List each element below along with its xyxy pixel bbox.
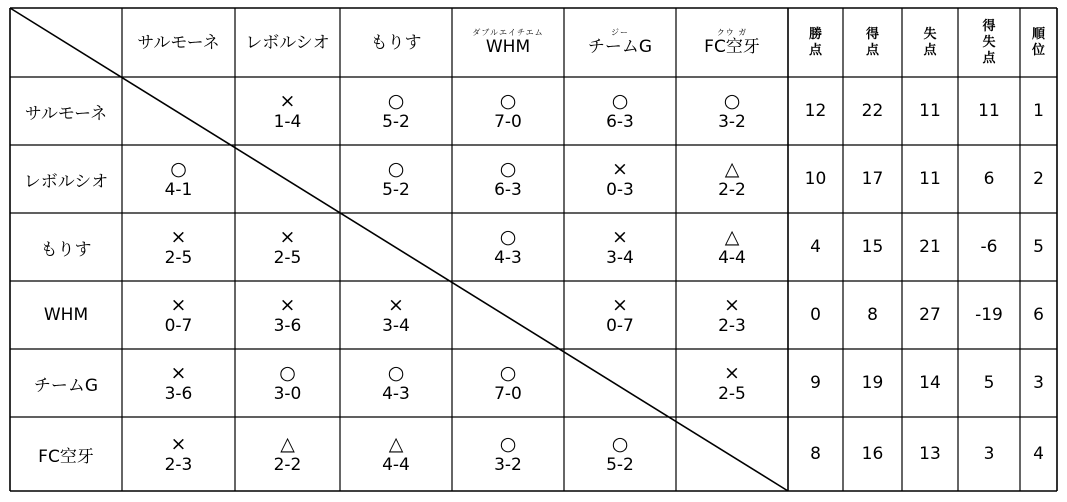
- result-mark: ○: [387, 89, 405, 112]
- stat-header-char: 点: [923, 42, 937, 58]
- result-mark: △: [724, 225, 740, 248]
- header-ruby: ジー: [611, 28, 629, 37]
- stat-value: 3: [1033, 373, 1044, 393]
- stat-header-char: 点: [982, 50, 996, 66]
- header-team-name: チームG: [587, 37, 653, 57]
- result-mark: ○: [499, 89, 517, 112]
- stat-header-char: 点: [808, 42, 822, 58]
- result-mark: △: [724, 157, 740, 180]
- match-score: 2-3: [718, 315, 746, 336]
- result-mark: ○: [499, 432, 517, 455]
- match-score: 3-4: [606, 247, 634, 268]
- result-mark: ×: [279, 293, 296, 316]
- stat-header-char: 得: [865, 26, 879, 42]
- stat-value: 11: [978, 101, 1000, 121]
- result-mark: ×: [170, 432, 187, 455]
- stat-value: 21: [919, 237, 941, 257]
- row-team-name: FC空牙: [38, 446, 94, 467]
- match-score: 3-2: [718, 111, 746, 132]
- result-mark: ×: [388, 293, 404, 316]
- stat-header-char: 得: [982, 18, 996, 34]
- header-team-name: WHM: [485, 37, 531, 57]
- match-score: 7-0: [494, 111, 522, 132]
- result-mark: ×: [612, 293, 628, 316]
- stat-header-char: 順: [1031, 26, 1045, 42]
- match-score: 6-3: [606, 111, 634, 132]
- result-mark: ○: [723, 89, 741, 112]
- match-score: 3-0: [273, 383, 302, 404]
- match-score: 3-6: [164, 383, 193, 404]
- result-mark: ×: [724, 293, 740, 316]
- match-score: 2-2: [273, 454, 302, 475]
- stat-value: 2: [1033, 169, 1044, 189]
- result-mark: ×: [170, 361, 187, 384]
- stat-value: 10: [804, 169, 827, 189]
- stat-value: 5: [1033, 237, 1044, 257]
- match-score: 7-0: [494, 383, 522, 404]
- stat-value: 19: [861, 373, 884, 393]
- header-ruby: クウ ガ: [716, 28, 748, 37]
- stat-value: 4: [810, 237, 821, 257]
- stat-value: 16: [861, 444, 884, 464]
- result-mark: ○: [499, 157, 517, 180]
- result-mark: ○: [279, 361, 296, 384]
- match-score: 3-6: [273, 315, 302, 336]
- stat-value: 6: [1033, 305, 1044, 325]
- stat-value: 27: [919, 305, 941, 325]
- stat-value: 9: [810, 373, 821, 393]
- result-mark: ×: [612, 157, 628, 180]
- match-score: 2-5: [718, 383, 746, 404]
- match-score: 0-7: [606, 315, 634, 336]
- result-mark: ○: [611, 432, 629, 455]
- header-team-name: FC空牙: [704, 37, 760, 57]
- stat-value: 13: [919, 444, 941, 464]
- match-score: 5-2: [606, 454, 634, 475]
- result-mark: ○: [499, 225, 517, 248]
- match-score: 5-2: [382, 111, 410, 132]
- stat-value: -19: [975, 305, 1003, 325]
- header-team-name: レボルシオ: [245, 32, 330, 53]
- stat-header-char: 失: [923, 26, 937, 42]
- result-mark: ×: [279, 89, 296, 112]
- result-mark: ○: [387, 157, 405, 180]
- result-mark: ×: [170, 225, 187, 248]
- match-score: 2-5: [164, 247, 193, 268]
- stat-value: 14: [919, 373, 941, 393]
- stat-value: 17: [861, 169, 884, 189]
- match-score: 0-7: [164, 315, 193, 336]
- stat-value: 8: [867, 305, 878, 325]
- match-score: 3-4: [382, 315, 410, 336]
- match-score: 6-3: [494, 179, 522, 200]
- stat-value: 15: [861, 237, 884, 257]
- result-mark: ×: [724, 361, 740, 384]
- result-mark: △: [388, 432, 404, 455]
- row-team-name: もりす: [40, 239, 92, 260]
- stat-value: 11: [919, 101, 941, 121]
- match-score: 4-1: [164, 179, 193, 200]
- result-mark: ○: [387, 361, 405, 384]
- stat-header-char: 点: [865, 42, 879, 58]
- result-mark: ×: [612, 225, 628, 248]
- match-score: 1-4: [273, 111, 302, 132]
- match-score: 2-5: [273, 247, 302, 268]
- header-ruby: ダブルエイチエム: [472, 28, 544, 37]
- diagonal-line: [10, 8, 788, 491]
- result-mark: ○: [170, 157, 187, 180]
- match-score: 5-2: [382, 179, 410, 200]
- stat-value: 3: [983, 444, 995, 464]
- match-score: 2-2: [718, 179, 746, 200]
- row-team-name: サルモーネ: [24, 103, 108, 124]
- stat-value: 1: [1033, 101, 1044, 121]
- stat-value: 11: [919, 169, 941, 189]
- stat-header-char: 失: [982, 34, 996, 50]
- stat-value: -6: [980, 237, 998, 257]
- stat-value: 0: [810, 305, 821, 325]
- stat-value: 8: [810, 444, 821, 464]
- stat-header-char: 勝: [808, 26, 822, 42]
- result-mark: ×: [170, 293, 187, 316]
- header-team-name: もりす: [370, 32, 422, 53]
- match-score: 4-4: [718, 247, 746, 268]
- match-score: 3-2: [494, 454, 522, 475]
- result-mark: ○: [611, 89, 629, 112]
- stat-header-char: 位: [1031, 42, 1045, 58]
- match-score: 4-4: [382, 454, 410, 475]
- result-mark: ×: [279, 225, 296, 248]
- stat-value: 6: [983, 169, 995, 189]
- stat-value: 12: [804, 101, 827, 121]
- row-team-name: チームG: [33, 375, 99, 396]
- result-mark: △: [280, 432, 295, 455]
- row-team-name: WHM: [43, 305, 89, 325]
- match-score: 0-3: [606, 179, 634, 200]
- result-mark: ○: [499, 361, 517, 384]
- stat-value: 5: [983, 373, 995, 393]
- match-score: 4-3: [494, 247, 522, 268]
- match-score: 2-3: [164, 454, 193, 475]
- stat-value: 4: [1033, 444, 1044, 464]
- match-score: 4-3: [382, 383, 410, 404]
- row-team-name: レボルシオ: [23, 171, 109, 192]
- header-team-name: サルモーネ: [137, 32, 220, 53]
- stat-value: 22: [861, 101, 884, 121]
